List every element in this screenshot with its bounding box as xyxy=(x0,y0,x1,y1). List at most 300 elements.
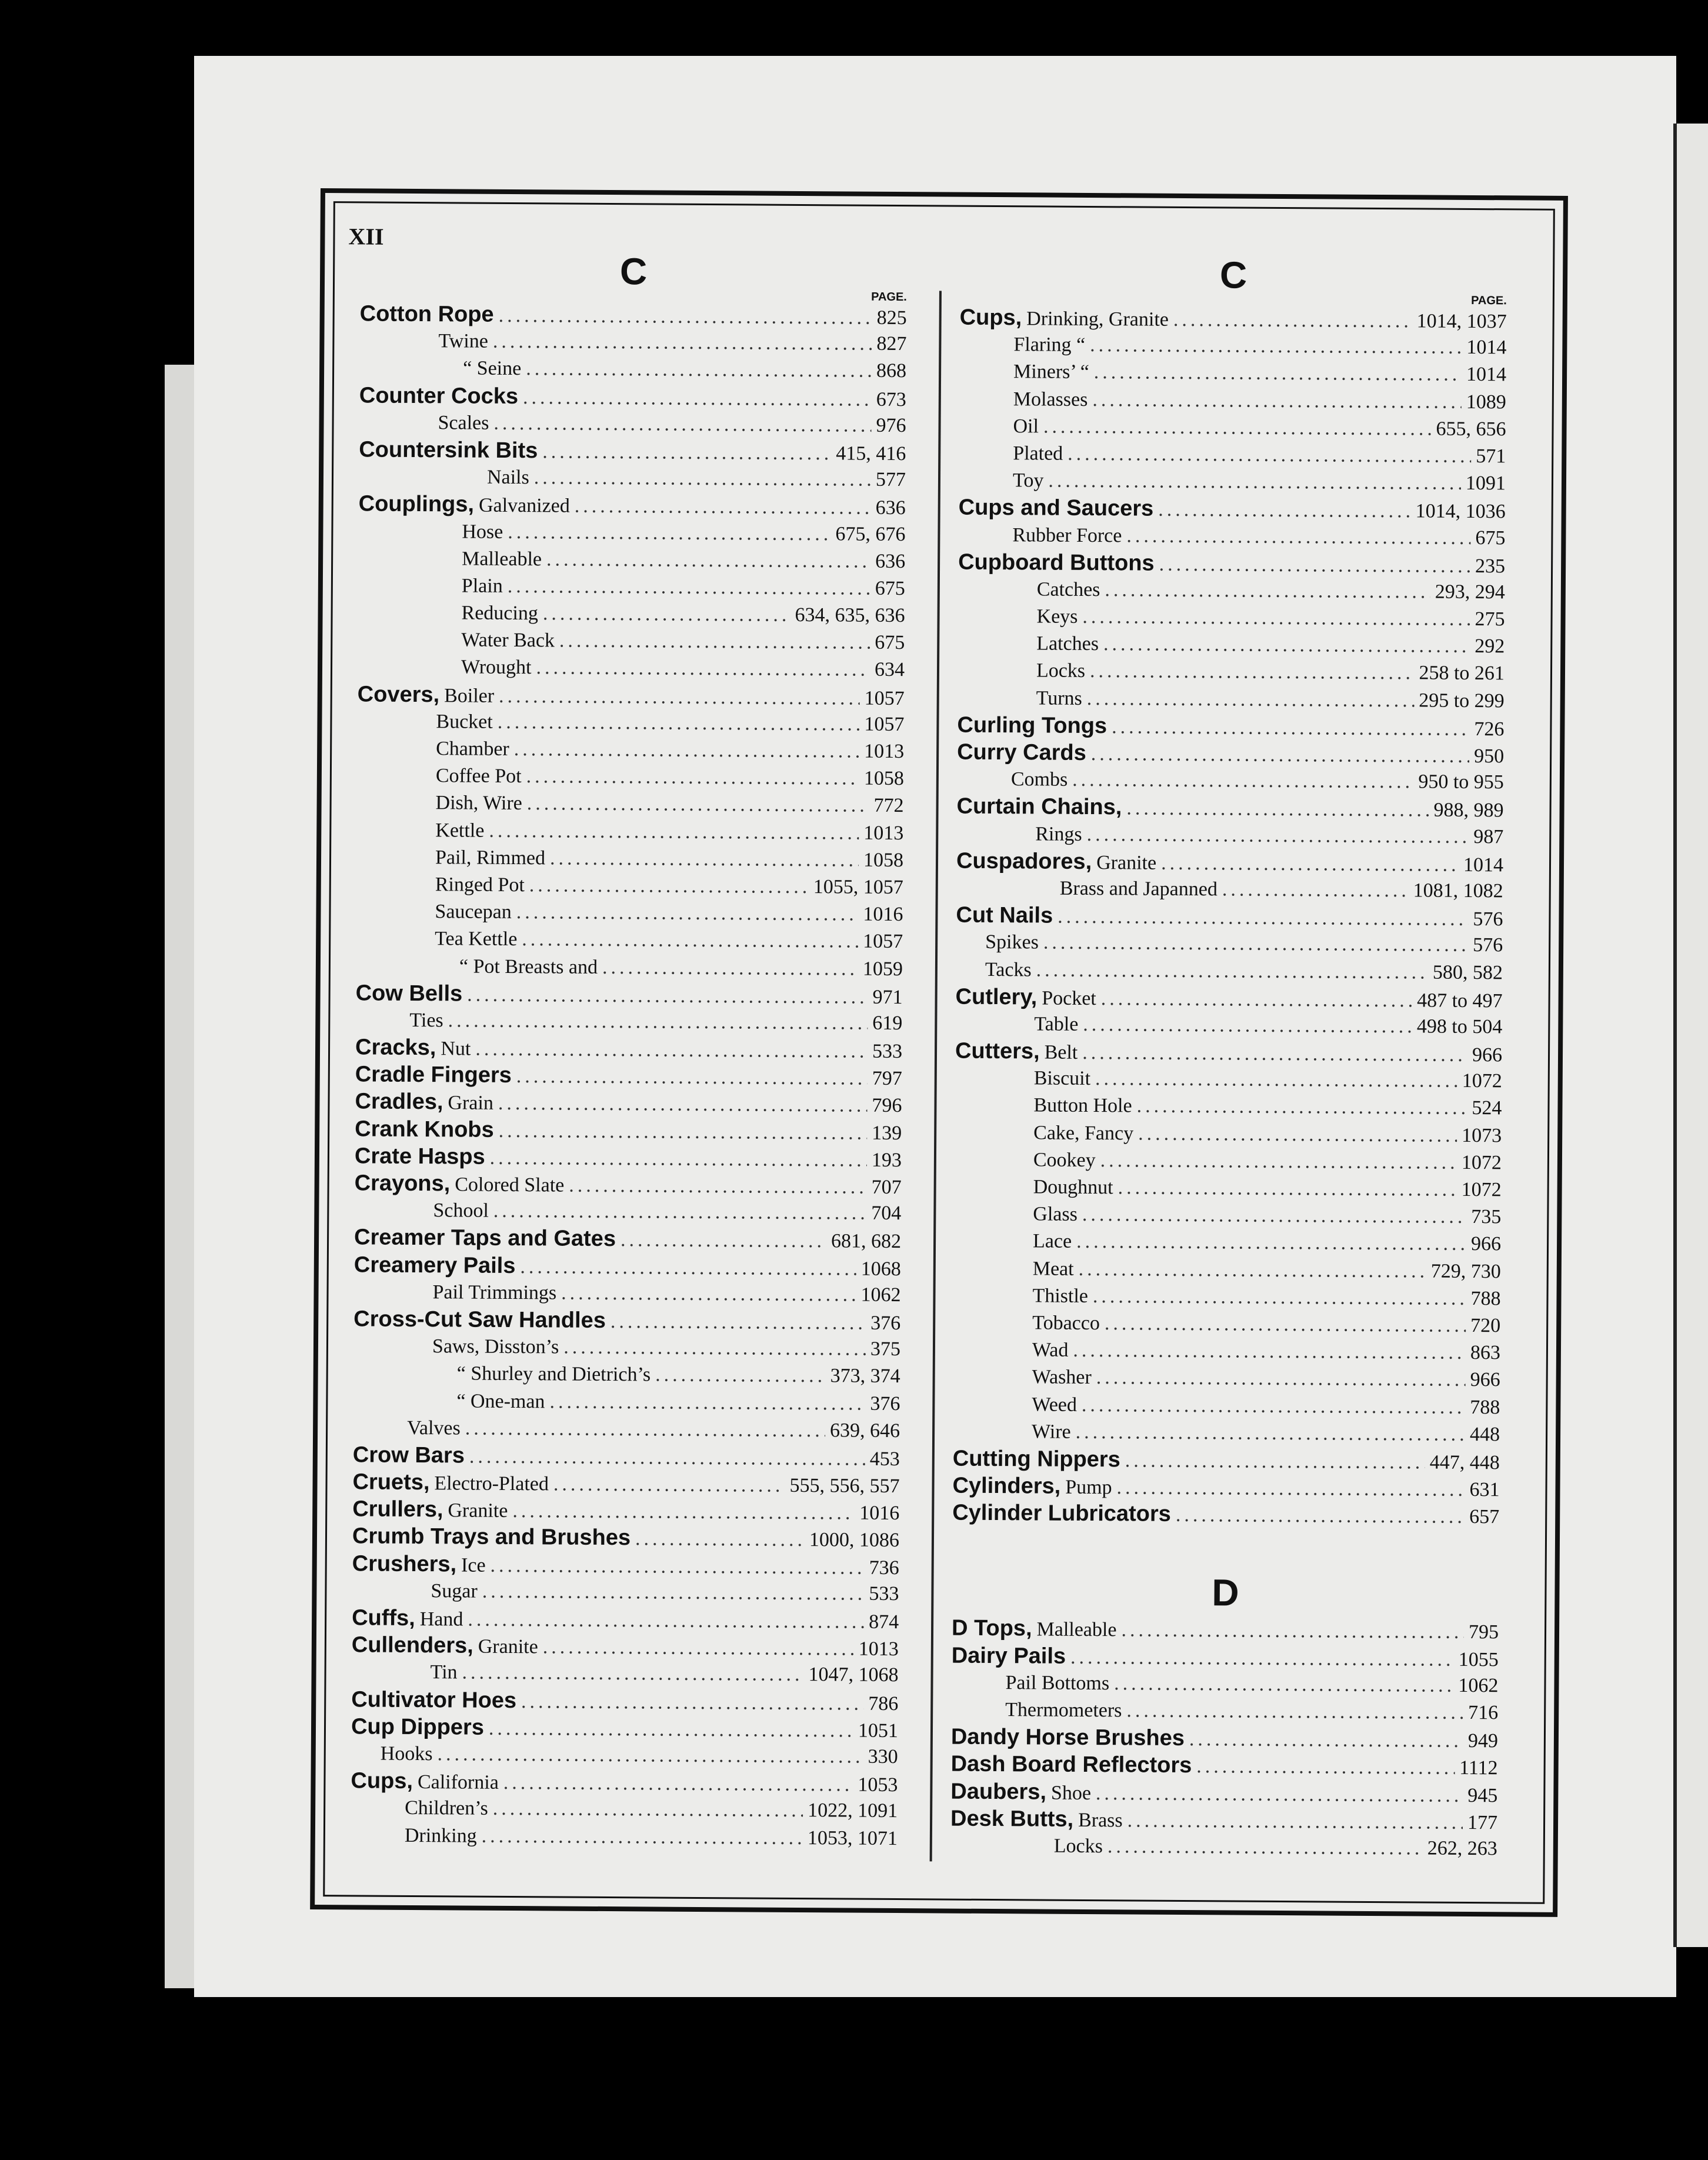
index-entry xyxy=(958,548,1505,579)
index-entry xyxy=(352,1604,899,1635)
index-entry xyxy=(951,1696,1498,1727)
leader-dots xyxy=(1100,1147,1457,1176)
entry-subitem: Locks xyxy=(1036,659,1086,682)
page-reference: 1013 xyxy=(864,740,905,763)
leader-dots xyxy=(1118,1174,1457,1204)
leader-dots xyxy=(489,817,859,846)
leader-dots xyxy=(1112,714,1470,743)
page-reference: 1072 xyxy=(1461,1178,1502,1201)
entry-subitem: Water Back xyxy=(461,629,555,652)
entry-subitem: Meat xyxy=(1032,1257,1074,1280)
entry-subitem: Glass xyxy=(1033,1203,1078,1226)
entry-heading: Cotton Rope xyxy=(359,301,494,327)
leader-dots xyxy=(498,302,872,332)
page-reference: 673 xyxy=(876,388,906,411)
entry-subitem: Electro-Plated xyxy=(434,1472,549,1495)
entry-heading: Creamer Taps and Gates xyxy=(353,1225,616,1252)
entry-subitem: Tobacco xyxy=(1032,1312,1100,1335)
leader-dots xyxy=(469,1443,865,1472)
page-reference: 1072 xyxy=(1461,1151,1502,1174)
entry-heading: Cupboard Buttons xyxy=(958,549,1155,576)
leader-dots xyxy=(1083,1011,1412,1040)
entry-subitem: Oil xyxy=(1013,415,1039,438)
leader-dots xyxy=(508,573,870,602)
page-reference: 376 xyxy=(870,1392,900,1415)
leader-dots xyxy=(1036,956,1428,986)
leader-dots xyxy=(553,1471,785,1499)
section-letter: C xyxy=(619,250,648,293)
page-reference: 1016 xyxy=(859,1502,900,1525)
leader-dots xyxy=(527,791,869,820)
page-reference: 576 xyxy=(1473,908,1503,931)
index-entry xyxy=(355,1006,902,1037)
index-entry xyxy=(359,328,906,358)
leader-dots xyxy=(490,1552,864,1581)
leader-dots xyxy=(523,384,872,414)
entry-subitem: Nails xyxy=(486,466,529,489)
leader-dots xyxy=(534,464,871,494)
leader-dots xyxy=(1126,522,1470,552)
leader-dots xyxy=(475,1036,868,1065)
page-reference: 707 xyxy=(871,1176,902,1199)
entry-subitem: “ Shurley and Dietrich’s xyxy=(456,1362,651,1386)
index-entry xyxy=(353,1414,900,1445)
entry-subitem: Doughnut xyxy=(1033,1176,1113,1199)
index-entry xyxy=(953,1309,1500,1340)
leader-dots xyxy=(1068,441,1471,470)
entry-heading: Crushers, xyxy=(352,1551,457,1577)
page-reference: 988, 989 xyxy=(1433,799,1504,822)
entry-subitem: Pail, Rimmed xyxy=(435,846,546,869)
page-reference: 634 xyxy=(874,659,905,681)
leader-dots xyxy=(493,1795,803,1824)
leader-dots xyxy=(1048,468,1461,497)
index-entry xyxy=(956,793,1503,824)
entry-subitem: Belt xyxy=(1044,1041,1078,1064)
index-entry xyxy=(952,1615,1499,1645)
page-reference: 376 xyxy=(870,1312,901,1334)
facing-page-edge xyxy=(1673,124,1708,1947)
leader-dots xyxy=(1159,551,1470,579)
page-reference: 373, 374 xyxy=(830,1365,900,1388)
index-entry xyxy=(955,1146,1502,1176)
leader-dots xyxy=(635,1526,805,1554)
index-entry xyxy=(351,1822,898,1852)
leader-dots xyxy=(499,1118,868,1147)
leader-dots xyxy=(437,1741,863,1770)
page-reference: 1022, 1091 xyxy=(808,1799,898,1822)
leader-dots xyxy=(1082,604,1470,633)
leader-dots xyxy=(468,1606,864,1636)
index-entry xyxy=(353,1387,900,1418)
index-entry xyxy=(351,1767,898,1798)
leader-dots xyxy=(1127,1807,1463,1836)
leader-dots xyxy=(526,763,860,792)
leader-dots xyxy=(522,926,858,955)
index-entry xyxy=(953,1391,1500,1421)
page-reference: 453 xyxy=(869,1448,900,1470)
page-reference: 639, 646 xyxy=(830,1419,900,1442)
entry-heading: Cross-Cut Saw Handles xyxy=(353,1306,606,1333)
page-reference: 1055 xyxy=(1458,1648,1499,1671)
leader-dots xyxy=(493,328,872,358)
index-entry xyxy=(358,626,905,657)
index-entry xyxy=(359,382,906,412)
index-entry xyxy=(356,816,903,847)
index-entry xyxy=(356,979,903,1010)
leader-dots xyxy=(1114,1670,1454,1699)
page-reference: 1014, 1036 xyxy=(1415,500,1506,523)
leader-dots xyxy=(490,1145,868,1174)
page-reference: 636 xyxy=(875,550,906,572)
leader-dots xyxy=(1096,1364,1466,1394)
entry-heading: Dandy Horse Brushes xyxy=(950,1724,1185,1751)
page-reference: 966 xyxy=(1470,1369,1500,1391)
entry-subitem: Locks xyxy=(1053,1835,1103,1858)
leader-dots xyxy=(559,628,870,656)
page-reference: 636 xyxy=(875,497,906,519)
leader-dots xyxy=(1096,1780,1463,1809)
leader-dots xyxy=(1091,741,1470,770)
leader-dots xyxy=(1158,496,1411,525)
page-reference: 966 xyxy=(1470,1233,1502,1255)
index-entry xyxy=(352,1632,899,1662)
entry-heading: Daubers, xyxy=(950,1779,1047,1805)
entry-heading: Cutting Nippers xyxy=(952,1446,1120,1472)
index-entry xyxy=(357,708,904,738)
entry-subitem: Coffee Pot xyxy=(435,765,522,788)
leader-dots xyxy=(1116,1474,1465,1504)
page-reference: 1062 xyxy=(860,1284,901,1306)
leader-dots xyxy=(1125,1447,1425,1476)
page-reference: 487 to 497 xyxy=(1417,989,1503,1012)
page-reference: 330 xyxy=(868,1745,898,1768)
index-entry xyxy=(952,1472,1499,1503)
entry-subitem: School xyxy=(433,1199,489,1222)
index-entry xyxy=(956,956,1503,986)
leader-dots xyxy=(1092,386,1462,416)
page-reference: 675 xyxy=(875,632,905,654)
page-reference: 1057 xyxy=(863,930,903,953)
index-list xyxy=(950,1615,1499,1862)
index-entry xyxy=(356,952,903,983)
entry-subitem: Valves xyxy=(407,1416,461,1439)
page-reference: 874 xyxy=(869,1611,899,1634)
leader-dots xyxy=(1095,1065,1457,1095)
entry-subitem: Tacks xyxy=(985,958,1032,981)
page-reference: 1000, 1086 xyxy=(809,1529,900,1552)
leader-dots xyxy=(508,518,830,547)
leader-dots xyxy=(542,438,831,467)
left-column xyxy=(351,246,908,1852)
page-reference: 1014 xyxy=(1466,336,1507,359)
leader-dots xyxy=(1138,1120,1457,1149)
index-entry xyxy=(956,902,1503,932)
entry-subitem: Latches xyxy=(1036,632,1099,655)
page-reference: 1014 xyxy=(1463,854,1504,876)
index-entry xyxy=(355,1034,902,1064)
leader-dots xyxy=(1107,1833,1423,1862)
index-entry xyxy=(956,929,1503,959)
entry-subitem: Grain xyxy=(448,1092,494,1115)
leader-dots xyxy=(549,1388,865,1417)
page-reference: 1013 xyxy=(858,1638,899,1661)
page-reference: 1081, 1082 xyxy=(1413,879,1503,902)
index-entry xyxy=(955,1038,1502,1068)
index-entry xyxy=(951,1724,1498,1754)
entry-heading: Cultivator Hoes xyxy=(351,1686,517,1713)
index-entry xyxy=(358,681,905,711)
leader-dots xyxy=(1126,1697,1463,1726)
index-entry xyxy=(953,1445,1500,1475)
leader-dots xyxy=(493,410,871,439)
page-reference: 292 xyxy=(1475,635,1505,658)
entry-heading: Crank Knobs xyxy=(355,1116,494,1142)
leader-dots xyxy=(1173,306,1412,335)
entry-heading: Cradle Fingers xyxy=(355,1062,512,1088)
page-reference: 1073 xyxy=(1462,1124,1502,1146)
page-reference: 295 to 299 xyxy=(1419,689,1504,712)
entry-subitem: Drinking xyxy=(404,1824,477,1847)
index-entry xyxy=(950,1805,1497,1835)
entry-heading: Cups and Saucers xyxy=(958,495,1154,521)
page-reference: 950 to 955 xyxy=(1418,771,1504,794)
entry-heading: Cutters, xyxy=(955,1038,1040,1064)
entry-heading: Cut Nails xyxy=(956,902,1053,928)
entry-subitem: Nut xyxy=(441,1038,471,1060)
page-reference: 1047, 1068 xyxy=(808,1664,899,1686)
entry-subitem: Ties xyxy=(409,1009,443,1032)
entry-subitem: Chamber xyxy=(436,738,509,760)
index-entry xyxy=(359,355,906,385)
leader-dots xyxy=(467,981,868,1011)
entry-subitem: Tea Kettle xyxy=(435,928,518,951)
page-reference: 675 xyxy=(875,577,905,599)
page-reference: 1013 xyxy=(863,822,904,844)
entry-subitem: California xyxy=(417,1771,499,1794)
page-reference: 868 xyxy=(876,360,907,382)
leader-dots xyxy=(1105,576,1430,605)
page-reference: 576 xyxy=(1473,934,1503,956)
leader-dots xyxy=(489,1715,853,1745)
page-reference: 235 xyxy=(1475,555,1506,578)
leader-dots xyxy=(543,1634,854,1663)
entry-heading: Crullers, xyxy=(352,1496,443,1522)
page-reference: 1058 xyxy=(863,767,904,790)
index-entry xyxy=(356,844,903,874)
page-reference: 735 xyxy=(1471,1206,1502,1228)
index-entry xyxy=(353,1360,900,1391)
index-entry xyxy=(355,1115,902,1146)
page-reference: 675 xyxy=(1475,526,1506,549)
index-entry xyxy=(352,1496,899,1526)
page-reference: 681, 682 xyxy=(830,1230,902,1253)
leader-dots xyxy=(526,356,872,385)
entry-heading: Cullenders, xyxy=(351,1632,473,1658)
page-reference: 580, 582 xyxy=(1432,961,1503,984)
entry-heading: Crow Bars xyxy=(352,1442,465,1468)
index-entry xyxy=(957,766,1504,796)
page-reference: 1051 xyxy=(858,1719,899,1742)
index-entry xyxy=(352,1550,899,1581)
index-entry xyxy=(951,1669,1498,1699)
leader-dots xyxy=(521,1688,863,1718)
index-entry xyxy=(954,1255,1501,1285)
entry-subitem: Drinking, Granite xyxy=(1026,308,1169,331)
page-reference: 1053, 1071 xyxy=(807,1826,898,1849)
index-entry xyxy=(955,1092,1502,1122)
entry-subitem: Reducing xyxy=(461,602,539,625)
leader-dots xyxy=(1222,876,1409,904)
index-entry xyxy=(950,1778,1497,1808)
leader-dots xyxy=(482,1822,803,1851)
entry-heading: Curry Cards xyxy=(957,739,1086,765)
entry-heading: Crumb Trays and Brushes xyxy=(352,1524,631,1551)
page-reference: 827 xyxy=(876,332,907,355)
page-reference: 634, 635, 636 xyxy=(795,604,905,627)
section-letter: D xyxy=(1212,1571,1239,1615)
entry-heading: Cups, xyxy=(351,1768,413,1794)
entry-subitem: Biscuit xyxy=(1033,1067,1091,1090)
index-entry xyxy=(959,358,1506,389)
leader-dots xyxy=(1189,1726,1463,1755)
index-entry xyxy=(353,1441,900,1472)
entry-subitem: Bucket xyxy=(436,711,493,733)
index-entry xyxy=(955,1065,1502,1095)
index-entry xyxy=(955,983,1502,1014)
page-reference: 577 xyxy=(875,468,906,491)
entry-heading: Cradles, xyxy=(355,1089,443,1115)
index-entry xyxy=(959,440,1506,471)
leader-dots xyxy=(1161,850,1459,879)
leader-dots xyxy=(520,1254,856,1282)
index-entry xyxy=(953,1364,1500,1394)
page-number: XII xyxy=(348,223,384,250)
index-entry xyxy=(352,1523,899,1554)
index-entry xyxy=(356,789,903,820)
leader-dots xyxy=(1058,904,1469,933)
entry-heading: Cuffs, xyxy=(352,1605,415,1631)
page-column-header: PAGE. xyxy=(1471,294,1507,308)
index-entry xyxy=(358,545,905,575)
page-reference: 415, 416 xyxy=(836,442,906,465)
index-entry xyxy=(351,1686,898,1716)
leader-dots xyxy=(1087,821,1469,851)
entry-subitem: “ Pot Breasts and xyxy=(459,955,598,978)
leader-dots xyxy=(1090,332,1462,361)
index-entry xyxy=(354,1224,901,1255)
page-reference: 796 xyxy=(872,1095,902,1117)
index-entry xyxy=(952,1499,1499,1530)
entry-heading: Cup Dippers xyxy=(351,1714,485,1740)
leader-dots xyxy=(1196,1754,1455,1782)
page-reference: 619 xyxy=(872,1012,903,1034)
leader-dots xyxy=(1093,1283,1466,1312)
page-reference: 720 xyxy=(1470,1314,1501,1337)
index-entry xyxy=(358,654,905,684)
page-reference: 987 xyxy=(1473,825,1504,848)
entry-subitem: Thistle xyxy=(1032,1285,1089,1307)
page-reference: 1089 xyxy=(1466,391,1506,413)
index-entry xyxy=(956,847,1503,878)
entry-subitem: Wad xyxy=(1032,1339,1069,1361)
entry-subitem: Hose xyxy=(462,520,503,543)
entry-subitem: Cookey xyxy=(1033,1149,1096,1171)
leader-dots xyxy=(602,954,858,982)
entry-heading: Covers, xyxy=(357,682,440,707)
index-entry xyxy=(357,762,904,793)
entry-subitem: Flaring “ xyxy=(1013,334,1086,356)
index-list xyxy=(351,300,907,1852)
entry-heading: Cuspadores, xyxy=(956,848,1092,874)
leader-dots xyxy=(546,546,870,575)
entry-subitem: Saws, Disston’s xyxy=(432,1335,559,1358)
index-entry xyxy=(959,331,1506,362)
index-entry xyxy=(356,925,903,956)
index-entry xyxy=(351,1659,898,1689)
entry-subitem: Turns xyxy=(1036,687,1082,709)
page-reference: 1014 xyxy=(1466,364,1507,386)
index-entry xyxy=(354,1197,901,1228)
page-reference: 1112 xyxy=(1459,1757,1498,1779)
leader-dots xyxy=(503,1769,853,1799)
page-reference: 863 xyxy=(1470,1342,1501,1364)
index-entry xyxy=(957,739,1504,769)
entry-subitem: Granite xyxy=(478,1635,538,1658)
index-entry xyxy=(358,518,905,548)
entry-subitem: Pump xyxy=(1065,1476,1112,1499)
entry-subitem: Ringed Pot xyxy=(435,874,525,896)
index-entry xyxy=(351,1740,898,1771)
page-reference: 655, 656 xyxy=(1436,418,1506,441)
page-reference: 971 xyxy=(872,986,903,1008)
entry-subitem: “ Seine xyxy=(463,357,522,380)
entry-heading: Cylinder Lubricators xyxy=(952,1500,1172,1527)
leader-dots xyxy=(529,872,809,901)
leader-dots xyxy=(512,1498,855,1527)
index-entry xyxy=(959,412,1506,443)
leader-dots xyxy=(1082,1039,1467,1069)
index-entry xyxy=(955,1119,1502,1149)
entry-subitem: Pocket xyxy=(1042,987,1096,1009)
entry-subitem: Malleable xyxy=(1036,1618,1117,1641)
entry-subitem: Colored Slate xyxy=(455,1174,565,1196)
index-entry xyxy=(956,820,1503,851)
entry-heading: Cow Bells xyxy=(355,981,463,1006)
entry-heading: Cracks, xyxy=(355,1035,436,1061)
entry-subitem: Dish, Wire xyxy=(435,792,522,815)
entry-heading: Dairy Pails xyxy=(951,1643,1066,1669)
leader-dots xyxy=(1094,359,1462,388)
entry-subitem: Rings xyxy=(1035,823,1082,845)
entry-subitem: Wire xyxy=(1031,1421,1071,1443)
page-reference: 729, 730 xyxy=(1430,1260,1501,1282)
entry-subitem: Pail Bottoms xyxy=(1005,1671,1110,1695)
page-reference: 258 to 261 xyxy=(1419,662,1505,685)
leader-dots xyxy=(1072,766,1413,796)
index-entry xyxy=(359,436,906,466)
page-reference: 976 xyxy=(876,414,906,436)
page-reference: 533 xyxy=(869,1582,899,1605)
index-entry xyxy=(357,735,904,765)
page-reference: 786 xyxy=(868,1692,899,1715)
index-entry xyxy=(355,1088,902,1119)
entry-heading: Cylinders, xyxy=(952,1473,1061,1499)
index-entry xyxy=(950,1832,1497,1863)
entry-subitem: Table xyxy=(1034,1013,1079,1035)
leader-dots xyxy=(575,493,871,522)
entry-subitem: Scales xyxy=(438,411,489,434)
